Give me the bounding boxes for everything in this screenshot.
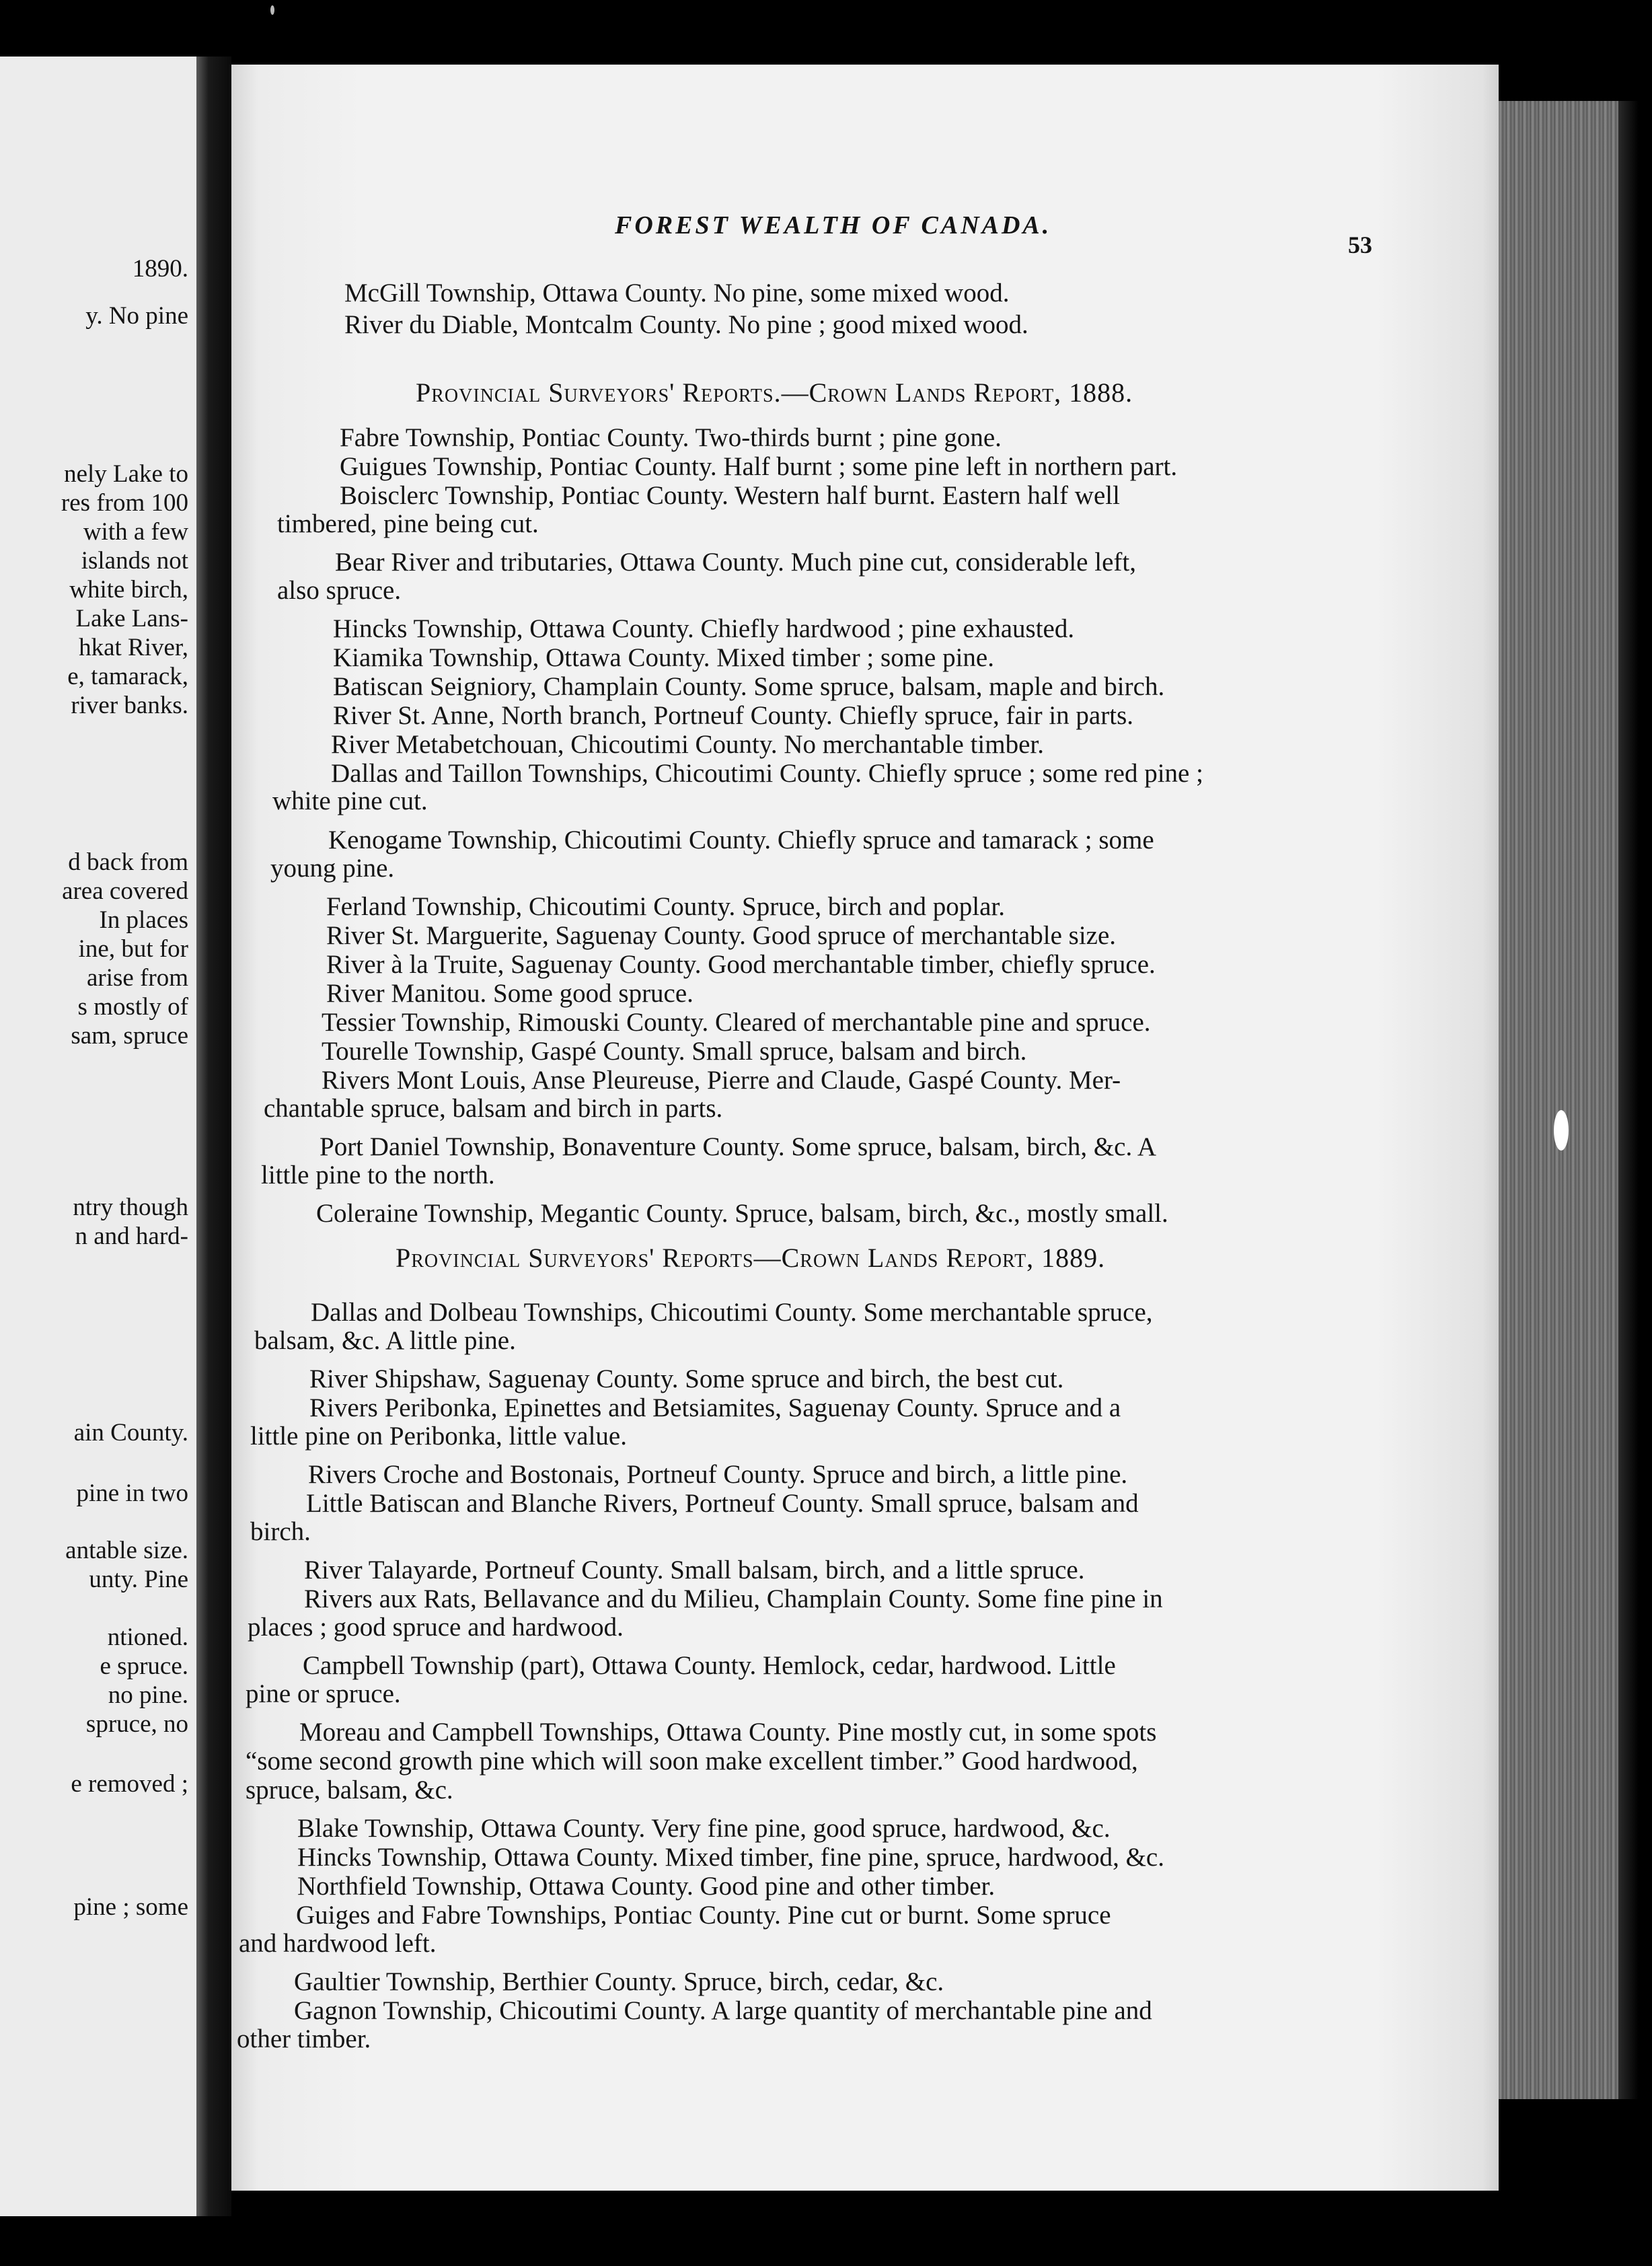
text-line: Rivers Mont Louis, Anse Pleureuse, Pierre and Claude, Gaspé County. Mer- [322, 1066, 1121, 1095]
left-page-text-fragment: 1890. [132, 255, 188, 283]
text-line: Kenogame Township, Chicoutimi County. Chiefly spruce and tamarack ; some [328, 826, 1154, 854]
left-page-text-fragment: islands not [81, 547, 188, 575]
text-line: Boisclerc Township, Pontiac County. Western half burnt. Eastern half well [340, 481, 1120, 510]
text-line: birch. [250, 1517, 311, 1546]
text-line: and hardwood left. [239, 1929, 437, 1958]
text-line: places ; good spruce and hardwood. [248, 1613, 624, 1642]
left-page-text-fragment: area covered [62, 877, 188, 905]
text-line: Tourelle Township, Gaspé County. Small spruce, balsam and birch. [322, 1037, 1027, 1066]
left-page-text-fragment: ine, but for [78, 935, 188, 963]
left-page-text-fragment: sam, spruce [71, 1022, 188, 1050]
text-line: Tessier Township, Rimouski County. Cleared of merchantable pine and spruce. [322, 1008, 1151, 1037]
section-heading-1889: Provincial Surveyors' Reports—Crown Lands Report, 1889. [396, 1243, 1106, 1273]
left-page-text-fragment: ain County. [73, 1419, 188, 1447]
left-page-text-fragment: e, tamarack, [67, 663, 188, 690]
text-line: Hincks Township, Ottawa County. Mixed timber, fine pine, spruce, hardwood, &c. [297, 1843, 1164, 1872]
text-line: River Shipshaw, Saguenay County. Some spruce and birch, the best cut. [309, 1364, 1064, 1393]
text-line: River St. Anne, North branch, Portneuf County. Chiefly spruce, fair in parts. [333, 701, 1133, 730]
text-line: Coleraine Township, Megantic County. Spruce, balsam, birch, &c., mostly small. [316, 1199, 1168, 1228]
text-line: also spruce. [277, 576, 402, 605]
text-line: Hincks Township, Ottawa County. Chiefly hardwood ; pine exhausted. [333, 614, 1075, 643]
text-line: Rivers Peribonka, Epinettes and Betsiamites, Saguenay County. Spruce and a [309, 1393, 1121, 1422]
text-line: “some second growth pine which will soon make excellent timber.” Good hardwood, [246, 1747, 1138, 1776]
text-line: Guiges and Fabre Townships, Pontiac County. Pine cut or burnt. Some spruce [296, 1901, 1111, 1930]
text-line: Blake Township, Ottawa County. Very fine pine, good spruce, hardwood, &c. [297, 1814, 1111, 1843]
text-line: other timber. [237, 2024, 371, 2053]
text-line: Moreau and Campbell Townships, Ottawa County. Pine mostly cut, in some spots [299, 1718, 1157, 1747]
text-line: Ferland Township, Chicoutimi County. Spruce, birch and poplar. [326, 892, 1005, 921]
text-line: pine or spruce. [246, 1679, 401, 1708]
text-line: balsam, &c. A little pine. [254, 1326, 516, 1355]
text-line: timbered, pine being cut. [277, 509, 539, 538]
left-page-text-fragment: n and hard- [75, 1222, 188, 1250]
text-line: Batiscan Seigniory, Champlain County. Some spruce, balsam, maple and birch. [333, 672, 1165, 701]
text-line: Rivers Croche and Bostonais, Portneuf County. Spruce and birch, a little pine. [308, 1460, 1128, 1489]
page-number: 53 [1348, 231, 1372, 258]
left-page-text-fragment: no pine. [108, 1681, 188, 1709]
text-line: River Manitou. Some good spruce. [326, 979, 693, 1008]
scan-speck [1554, 1110, 1569, 1150]
section-heading-1888: Provincial Surveyors' Reports.—Crown Lands Report, 1888. [416, 377, 1133, 408]
left-page-text-fragment: In places [99, 906, 188, 934]
gutter-shadow [196, 57, 231, 2216]
text-line: white pine cut. [272, 787, 428, 815]
text-line: Fabre Township, Pontiac County. Two-thirds burnt ; pine gone. [340, 423, 1002, 452]
left-page-text-fragment: d back from [68, 848, 188, 876]
left-page-text-fragment: res from 100 [61, 489, 188, 517]
left-page-text-fragment: nely Lake to [64, 460, 188, 488]
left-page-text-fragment: y. No pine [85, 302, 188, 330]
running-head: FOREST WEALTH OF CANADA. [615, 211, 1052, 240]
text-line: Gagnon Township, Chicoutimi County. A large quantity of merchantable pine and [294, 1996, 1152, 2025]
text-line: little pine on Peribonka, little value. [250, 1422, 627, 1451]
left-facing-page [0, 57, 196, 2216]
left-page-text-fragment: with a few [83, 518, 188, 546]
page-edge-shadow [1618, 101, 1639, 2099]
left-page-text-fragment: spruce, no [85, 1710, 188, 1738]
text-line: River à la Truite, Saguenay County. Good merchantable timber, chiefly spruce. [326, 950, 1156, 979]
left-page-text-fragment: ntioned. [107, 1623, 188, 1651]
left-page-text-fragment: pine ; some [73, 1893, 188, 1921]
left-page-text-fragment: ntry though [73, 1194, 188, 1221]
text-line: Kiamika Township, Ottawa County. Mixed timber ; some pine. [333, 643, 994, 672]
text-line: River Talayarde, Portneuf County. Small balsam, birch, and a little spruce. [304, 1556, 1085, 1584]
text-line: Rivers aux Rats, Bellavance and du Milieu, Champlain County. Some fine pine in [304, 1584, 1163, 1613]
left-page-text-fragment: antable size. [65, 1537, 188, 1564]
text-line: River Metabetchouan, Chicoutimi County. No merchantable timber. [331, 730, 1044, 759]
left-page-text-fragment: river banks. [71, 692, 188, 719]
text-line: spruce, balsam, &c. [246, 1776, 453, 1804]
page-edge-stack [1499, 101, 1618, 2099]
text-line: Bear River and tributaries, Ottawa County. Much pine cut, considerable left, [335, 548, 1136, 577]
scan-speck [270, 5, 274, 15]
left-page-text-fragment: s mostly of [77, 993, 188, 1021]
text-line: Northfield Township, Ottawa County. Good pine and other timber. [297, 1872, 996, 1901]
text-line: Gaultier Township, Berthier County. Spruce, birch, cedar, &c. [294, 1967, 944, 1996]
left-page-text-fragment: hkat River, [79, 634, 188, 661]
text-line: young pine. [270, 854, 395, 883]
text-line: Dallas and Dolbeau Townships, Chicoutimi County. Some merchantable spruce, [311, 1298, 1153, 1327]
text-line: Dallas and Taillon Townships, Chicoutimi County. Chiefly spruce ; some red pine ; [331, 759, 1203, 788]
left-page-text-fragment: Lake Lans- [75, 605, 188, 632]
text-line: Little Batiscan and Blanche Rivers, Portneuf County. Small spruce, balsam and [306, 1489, 1139, 1518]
left-page-text-fragment: white birch, [69, 576, 188, 604]
text-line: little pine to the north. [261, 1161, 495, 1190]
text-line: Campbell Township (part), Ottawa County. Hemlock, cedar, hardwood. Little [303, 1651, 1116, 1680]
text-line: Guigues Township, Pontiac County. Half burnt ; some pine left in northern part. [340, 452, 1178, 481]
left-page-text-fragment: unty. Pine [89, 1566, 188, 1593]
left-page-text-fragment: e spruce. [100, 1652, 188, 1680]
text-line: River St. Marguerite, Saguenay County. Good spruce of merchantable size. [326, 921, 1117, 950]
text-line: Port Daniel Township, Bonaventure County. Some spruce, balsam, birch, &c. A [320, 1132, 1157, 1161]
text-line: chantable spruce, balsam and birch in parts. [264, 1094, 723, 1123]
text-line: McGill Township, Ottawa County. No pine, some mixed wood. [344, 279, 1010, 307]
left-page-text-fragment: arise from [86, 964, 188, 992]
left-page-text-fragment: e removed ; [71, 1770, 188, 1798]
text-line: River du Diable, Montcalm County. No pine ; good mixed wood. [344, 310, 1028, 339]
left-page-text-fragment: pine in two [76, 1479, 188, 1507]
